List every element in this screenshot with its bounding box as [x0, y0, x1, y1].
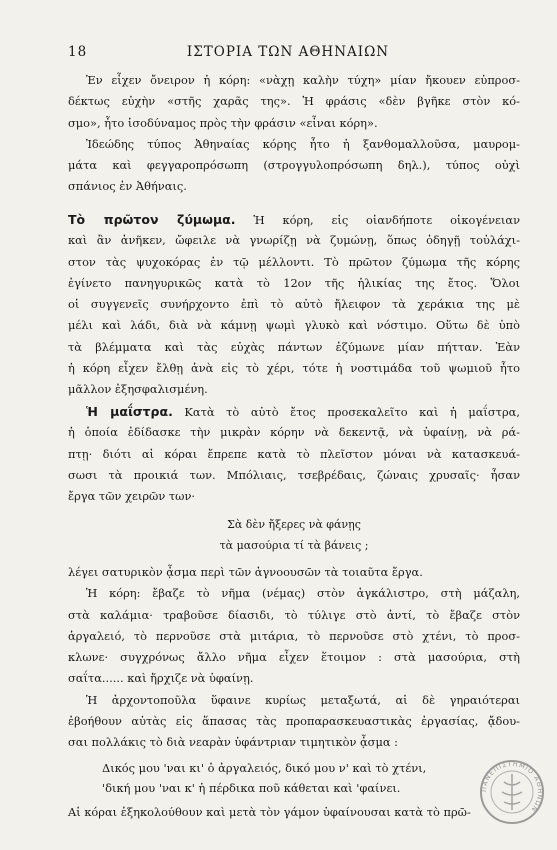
verse-block — [68, 515, 520, 558]
text-line: δέκτως εὐχὴν «στῆς χαρᾶς της». Ἡ φράσις «δὲν βγῆκε στὸν κό- — [68, 94, 520, 109]
section-first-kneading — [68, 209, 520, 401]
paragraph-after-marriage — [68, 802, 520, 823]
text-line: σαι πολλάκις τὸ διὰ νεαρὰν ὑφάντριαν τιμητικὸν ᾆσμα : — [68, 735, 399, 750]
text-fragment: Κατὰ τὸ αὐτὸ ἔτος προσεκαλεῖτο καὶ ἡ μαΐστρα, — [172, 405, 520, 419]
text-line — [68, 209, 520, 230]
text-line: Ἡ ἀρχοντοποῦλα ὕφαινε κυρίως μεταξωτά, αἱ δὲ γηραιότεραι — [86, 692, 520, 707]
text-line: σαΐτα...... καὶ ἤρχιζε νὰ ὑφαίνῃ. — [68, 671, 254, 686]
text-line: στὰ καλάμια· τραβοῦσε δίασιδι, τὸ τύλιγε στὸ ἀντί, τὸ ἔβαζε στὸν — [68, 607, 520, 622]
section-heading: Ἡ μαΐστρα. — [86, 404, 173, 419]
text-line: ἐγίνετο πανηγυρικῶς κατὰ τὸ 12ον τῆς ἡλικίας της ἔτος. Ὅλοι — [68, 275, 520, 290]
text-line: τὰ βλέμματα καὶ τὰς εὐχὰς πάντων ἐζύμωνε μίαν πήτταν. Ἐὰν — [68, 339, 520, 354]
text-line: ἀργαλειό, τὸ περνοῦσε στὰ μιτάρια, τὸ περνοῦσε στὸ χτένι, τὸ προσ- — [68, 628, 520, 643]
running-title: ΙΣΤΟΡΙΑ ΤΩΝ ΑΘΗΝΑΙΩΝ — [186, 44, 390, 60]
text-line: κλωνε· συγχρόνως ἄλλο νῆμα εἶχεν ἕτοιμον : στὰ μασούρια, στὴ — [68, 650, 520, 665]
text-line: μέλι καὶ λάδι, διὰ νὰ κάμνῃ ψωμὶ γλυκὸ καὶ νόστιμο. Οὕτω δὲ ὑπὸ — [68, 318, 520, 333]
verse-line: Δικός μου 'ναι κι' ὁ ἀργαλειός, δικό μου ν' καὶ τὸ χτένι, — [102, 761, 427, 775]
text-line: ἔργα τῶν χειρῶν των· — [68, 489, 195, 504]
text-line — [68, 401, 520, 422]
verse-line: 'δική μου 'ναι κ' ἡ πέρδικα ποῦ κάθεται καὶ 'φαίνει. — [102, 781, 401, 795]
text-line: Αἱ κόραι ἐξηκολούθουν καὶ μετὰ τὸν γάμον ὑφαίνουσαι κατὰ τὸ πρῶ- — [68, 805, 471, 819]
stamp-text: ΠΑΝΕΠΙΣΤΗΜΙΟ ΑΘΗΝΩΝ — [479, 759, 545, 814]
text-line: Ἐν εἶχεν ὄνειρον ἡ κόρη: «νὰχῃ καλὴν τύχη» μίαν ἤκουεν εὐπροσ- — [86, 73, 520, 87]
text-line: μάτα καὶ φεγγαροπρόσωπη (στρογγυλοπρόσωπη δηλ.), τύπος οὐχὶ — [68, 158, 520, 173]
section-maistra — [68, 401, 520, 507]
text-fragment: Ἡ κόρη, εἰς οἱανδήποτε οἰκογένειαν — [235, 213, 520, 227]
paragraph-weaving — [68, 562, 520, 754]
paragraph-dream — [68, 70, 520, 198]
text-line: Ἡ κόρη: ἔβαζε τὸ νῆμα (νέμας) στὸν ἀγκάλιστρο, στὴ μάζαλη, — [86, 586, 520, 601]
text-line: ἡ ὁποία ἐδίδασκε τὴν μικρὰν κόρην νὰ δεκεντᾷ, νὰ ὑφαίνῃ, νὰ ρά- — [68, 425, 520, 440]
text-line: πτῃ· διότι αἱ κόραι ἔπρεπε κατὰ τὸ πλεῖστον μόναι νὰ κατασκευά- — [68, 446, 520, 461]
verse-line: τὰ μασούρια τί τὰ βάνεις ; — [219, 539, 369, 553]
library-stamp — [478, 758, 546, 826]
text-line: καὶ ἂν ἀνῆκεν, ὤφειλε νὰ γνωρίζῃ νὰ ζυμώνῃ, ὅπως ὁδηγῇ τοὐλάχι- — [68, 233, 520, 248]
verse-block — [102, 758, 502, 798]
text-line: μᾶλλον ἐξησφαλισμένη. — [68, 382, 208, 397]
text-line: λέγει σατυρικὸν ᾆσμα περὶ τῶν ἀγνοουσῶν τὰ τοιαῦτα ἔργα. — [68, 565, 423, 579]
page-number: 18 — [68, 44, 88, 60]
text-line: Ἰδεώδης τύπος Ἀθηναίας κόρης ἦτο ἡ ξανθομαλλοῦσα, μαυρομ- — [86, 136, 520, 151]
page-header — [68, 44, 508, 64]
text-line: σπάνιος ἐν Ἀθήναις. — [68, 179, 187, 194]
verse-line: Σὰ δὲν ἤξερες νὰ φάνῃς — [227, 518, 361, 531]
text-line: στον τὰς ψυχοκόρας ἐν τῷ μέλλοντι. Τὸ πρῶτον ζύμωμα τῆς κόρης — [68, 254, 520, 269]
text-line: ἡ κόρη εἶχεν ἔλθῃ ἀνὰ εἰς τὸ χέρι, τότε ἡ νοστιμάδα τοῦ ψωμιοῦ ἦτο — [68, 361, 520, 376]
text-line: ἐβοήθουν αὐτὰς εἰς ἅπασας τὰς προπαρασκευαστικὰς ἐργασίας, ᾄδου- — [68, 714, 520, 729]
section-heading: Τὸ πρῶτον ζύμωμα. — [68, 212, 236, 227]
text-line: οἱ συγγενεῖς συνήρχοντο ἐπὶ τὸ αὐτὸ ἤλειφον τὰ χεράκια της μὲ — [68, 297, 520, 312]
text-line: σμο», ἦτο ἰσοδύναμος πρὸς τὴν φράσιν «εἶναι κόρη». — [68, 115, 378, 130]
text-line: σωσι τὰ προικιά των. Μπόλιαις, τσεβρέδαις, ζώναις χρυσαῖς· ἦσαν — [68, 467, 520, 482]
